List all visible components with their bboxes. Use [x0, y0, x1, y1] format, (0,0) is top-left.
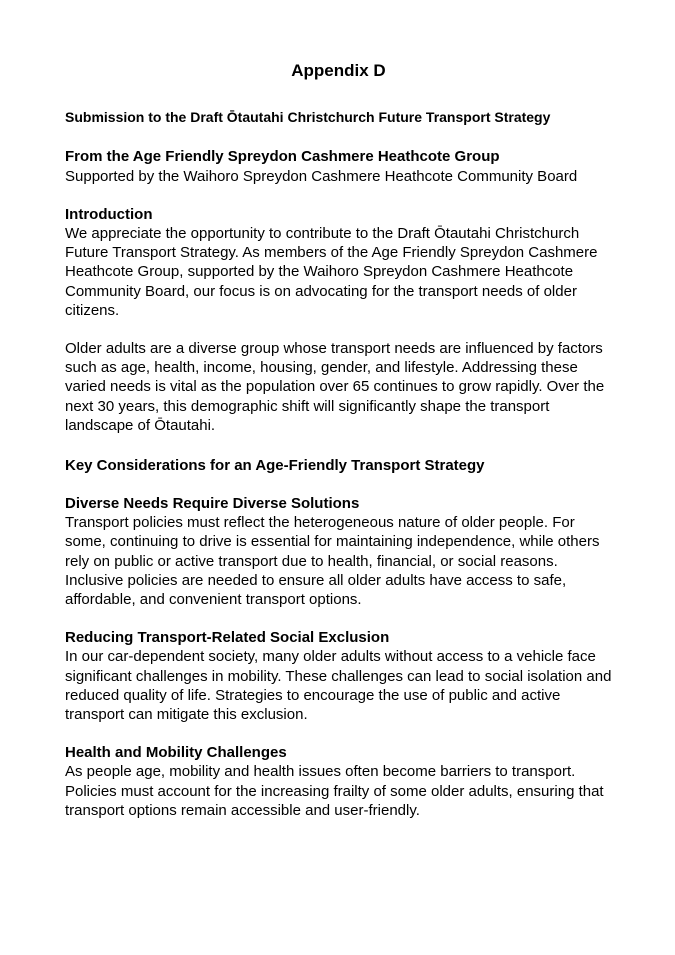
section-social-exclusion	[65, 628, 612, 724]
paragraph: We appreciate the opportunity to contribute to the Draft Ōtautahi Christchurch Future Transport Strategy. As members of the Age Friendly Spreydon Cashmere Heathcote Group, supported by the Waihoro Spreydon Cashmere Heathcote Community Board, our focus is on advocating for the transport needs of older citizens.	[65, 225, 598, 319]
section-key-considerations	[65, 456, 612, 475]
section-heading-key-considerations: Key Considerations for an Age-Friendly Transport Strategy	[65, 456, 485, 474]
section-health-mobility	[65, 743, 612, 820]
section-introduction	[65, 205, 612, 435]
supported-by-line: Supported by the Waihoro Spreydon Cashmere Heathcote Community Board	[65, 167, 578, 185]
paragraph: Transport policies must reflect the heterogeneous nature of older people. For some, continuing to drive is essential for maintaining independence, while others rely on public or active transport due to health, financial, or social reasons. Inclusive policies are needed to ensure all older adults have access to safe, affordable, and convenient transport options.	[65, 514, 600, 608]
paragraph: Older adults are a diverse group whose transport needs are influenced by factors such as age, health, income, housing, gender, and lifestyle. Addressing these varied needs is vital as the population over 65 continues to grow rapidly. Over the next 30 years, this demographic shift will significantly shape the transport landscape of Ōtautahi.	[65, 339, 605, 434]
author-group-line: From the Age Friendly Spreydon Cashmere Heathcote Group	[65, 148, 500, 166]
paragraph: In our car-dependent society, many older adults without access to a vehicle face significant challenges in mobility. These challenges can lead to social isolation and reduced quality of life. Strategies to encourage the use of public and active transport can mitigate this exclusion.	[65, 648, 612, 723]
author-block	[65, 147, 612, 185]
paragraph: As people age, mobility and health issues often become barriers to transport. Policies must account for the increasing frailty of some older adults, ensuring that transport options remain accessible and user-friendly.	[65, 763, 604, 819]
section-heading-social-exclusion: Reducing Transport-Related Social Exclusion	[65, 629, 390, 647]
section-heading-introduction: Introduction	[65, 205, 153, 223]
section-diverse-needs	[65, 494, 612, 609]
section-heading-diverse-needs: Diverse Needs Require Diverse Solutions	[65, 495, 360, 513]
document-subtitle: Submission to the Draft Ōtautahi Christchurch Future Transport Strategy	[65, 109, 551, 126]
section-heading-health-mobility: Health and Mobility Challenges	[65, 744, 287, 762]
page-title: Appendix D	[291, 61, 386, 80]
